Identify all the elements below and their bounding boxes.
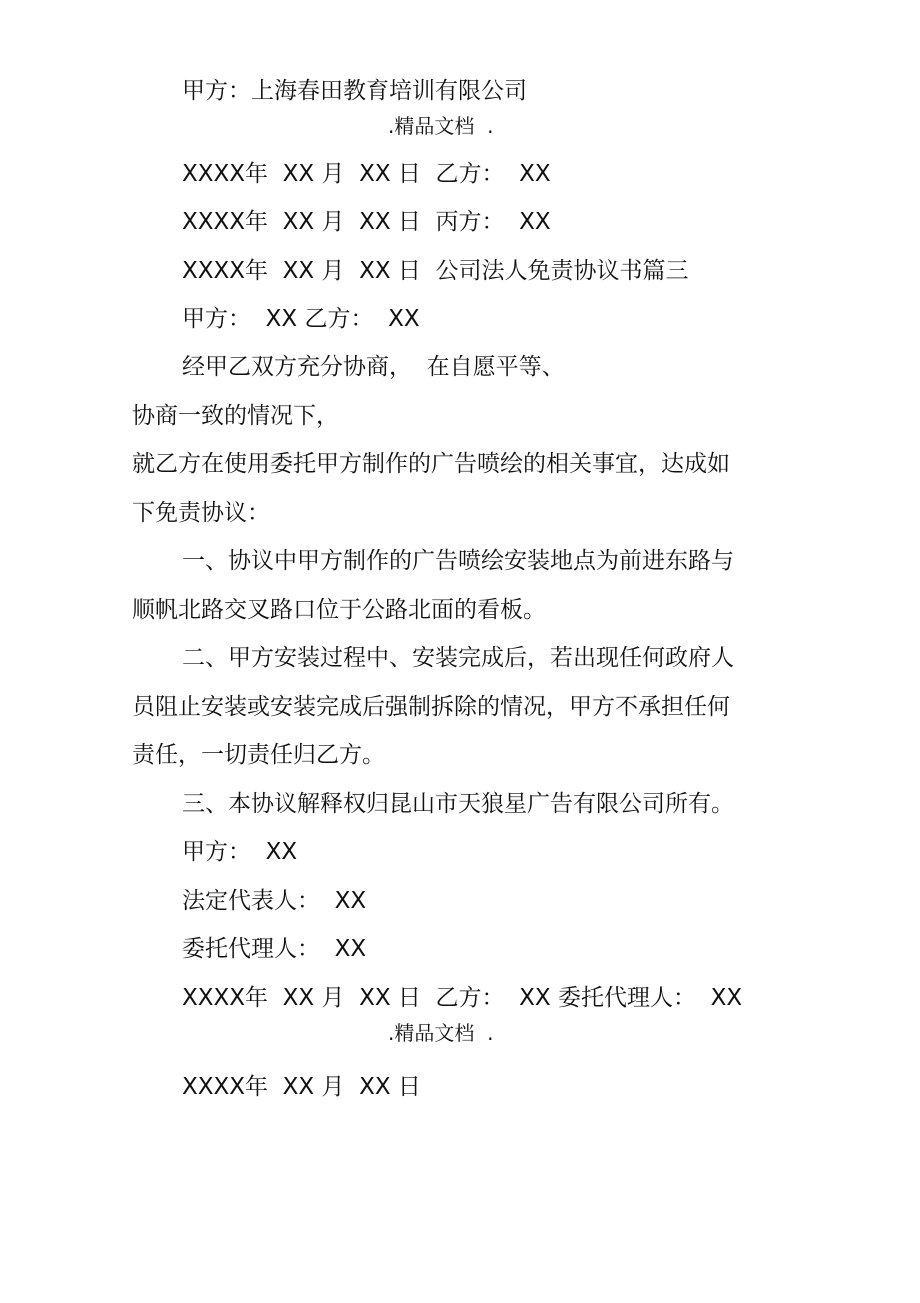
clause-2-line-2: 员阻止安装或安装完成后强制拆除的情况，甲方不承担任何 xyxy=(132,694,730,720)
signature-party-a: 甲方： XX xyxy=(182,839,298,865)
intro-line-2: 协商一致的情况下， xyxy=(132,403,339,429)
intro-line-1: 经甲乙双方充分协商， 在自愿平等、 xyxy=(182,354,565,380)
watermark-top: .精品文档 . xyxy=(388,114,494,138)
party-a-line: 甲方：上海春田教育培训有限公司 xyxy=(182,78,527,104)
clause-2-line-3: 责任，一切责任归乙方。 xyxy=(132,742,385,768)
intro-line-3: 就乙方在使用委托甲方制作的广告喷绘的相关事宜，达成如 xyxy=(132,451,730,477)
clause-3-line: 三、本协议解释权归昆山市天狼星广告有限公司所有。 xyxy=(182,791,734,817)
signature-agent: 委托代理人： XX xyxy=(182,936,367,962)
date-section-title-line: XXXX年 XX 月 XX 日 公司法人免责协议书篇三 xyxy=(182,258,689,284)
signature-legal-rep: 法定代表人： XX xyxy=(182,888,367,914)
watermark-bottom: .精品文档 . xyxy=(388,1021,494,1045)
clause-2-line-1: 二、甲方安装过程中、安装完成后，若出现任何政府人 xyxy=(182,645,734,671)
final-date-line: XXXX年 XX 月 XX 日 xyxy=(182,1074,421,1100)
date-party-b-agent-line: XXXX年 XX 月 XX 日 乙方： XX 委托代理人： XX xyxy=(182,985,743,1011)
parties-line: 甲方： XX 乙方： XX xyxy=(182,306,420,332)
clause-1-line-2: 顺帆北路交叉路口位于公路北面的看板。 xyxy=(132,597,546,623)
clause-1-line-1: 一、协议中甲方制作的广告喷绘安装地点为前进东路与 xyxy=(182,548,734,574)
intro-line-4: 下免责协议： xyxy=(132,500,270,526)
date-party-c-line: XXXX年 XX 月 XX 日 丙方： XX xyxy=(182,209,551,235)
date-party-b-line: XXXX年 XX 月 XX 日 乙方： XX xyxy=(182,161,551,187)
